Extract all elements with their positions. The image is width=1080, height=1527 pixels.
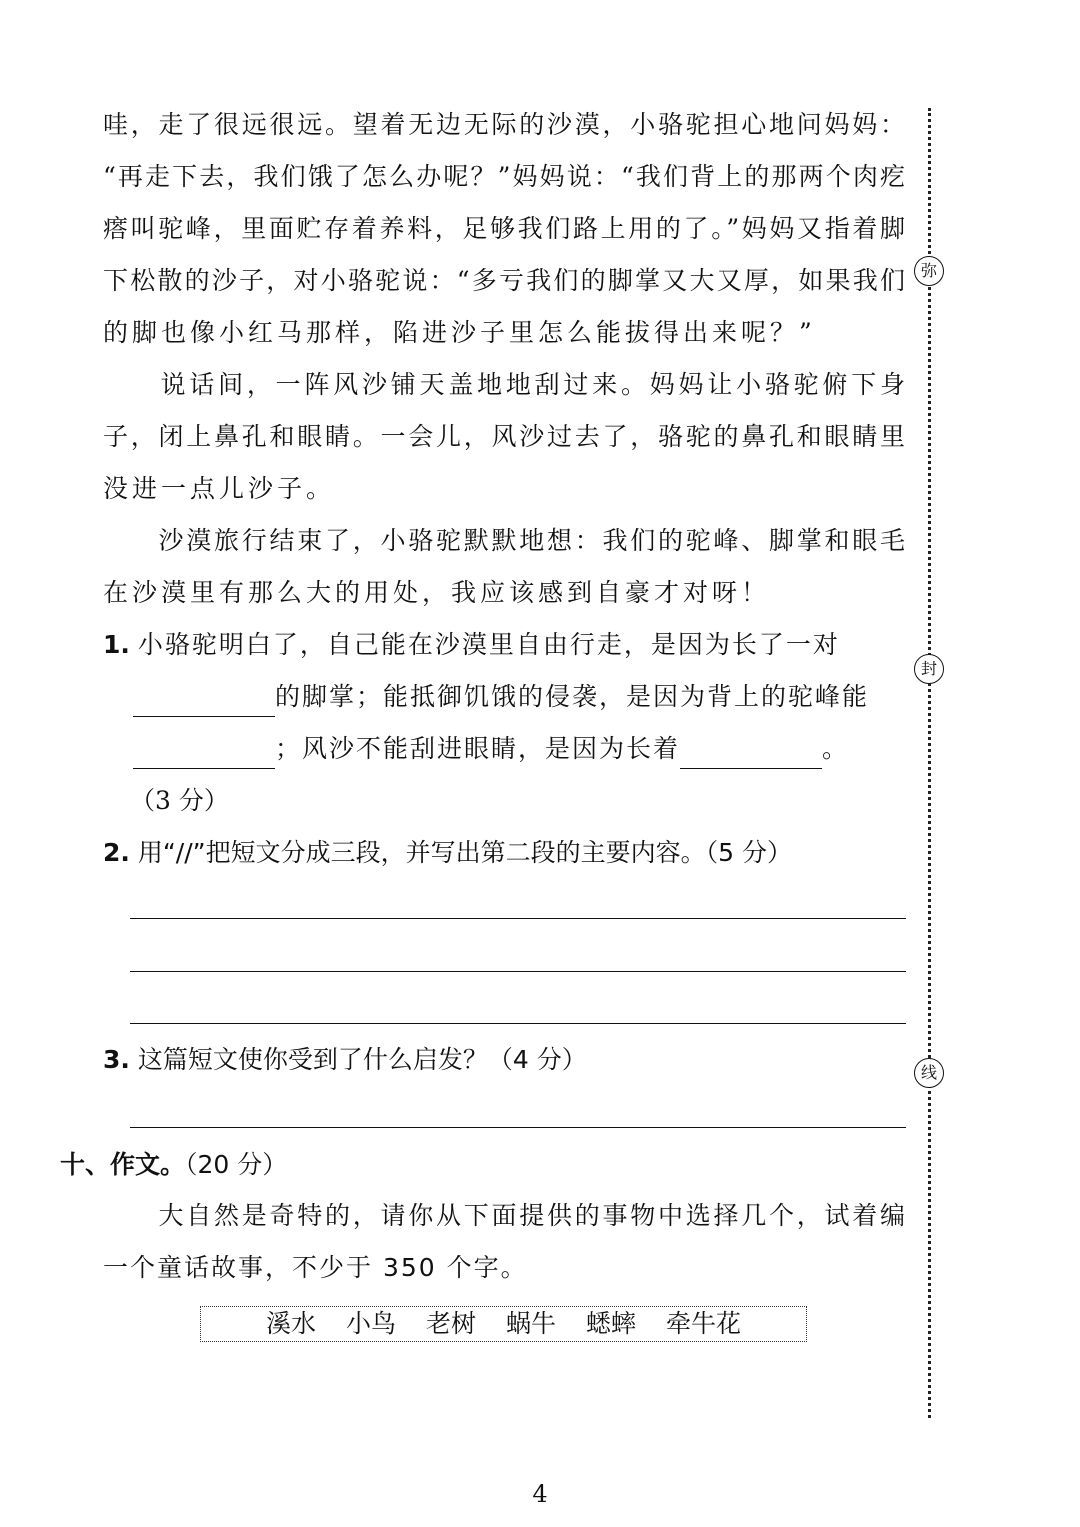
answer-line[interactable] [130, 1023, 906, 1024]
seal-line-divider [928, 108, 931, 1418]
question-text: 。 [822, 734, 850, 763]
passage-line: 瘩叫驼峰，里面贮存着养料，足够我们路上用的了。”妈妈又指着脚 [103, 214, 905, 243]
passage-line: 的脚也像小红马那样，陷进沙子里怎么能拔得出来呢？” [103, 318, 816, 347]
question-1 [103, 625, 905, 665]
question-text: 小骆驼明白了，自己能在沙漠里自由行走，是因为长了一对 [137, 630, 840, 659]
passage-line: 子，闭上鼻孔和眼睛。一会儿，风沙过去了，骆驼的鼻孔和眼睛里 [103, 422, 905, 451]
composition-prompt: 一个童话故事，不少于 350 个字。 [103, 1253, 528, 1282]
answer-line[interactable] [130, 971, 906, 972]
answer-blank[interactable] [133, 740, 275, 769]
word-choice-box [200, 1306, 807, 1342]
question-number: 2. [103, 838, 130, 867]
question-text: ；风沙不能刮进眼睛，是因为长着 [275, 734, 681, 763]
word-option: 溪水 [265, 1309, 316, 1338]
question-3 [103, 1040, 905, 1080]
section-score: （20 分） [185, 1150, 288, 1179]
question-score: （3 分） [130, 786, 229, 815]
passage-line: “再走下去，我们饿了怎么办呢？”妈妈说：“我们背上的那两个肉疙 [103, 162, 905, 191]
word-option: 老树 [425, 1309, 476, 1338]
question-1-line-3 [133, 729, 935, 769]
answer-blank[interactable] [680, 740, 822, 769]
passage-line: 哇，走了很远很远。望着无边无际的沙漠，小骆驼担心地问妈妈： [103, 110, 905, 139]
composition-prompt: 大自然是奇特的，请你从下面提供的事物中选择几个，试着编 [103, 1201, 905, 1230]
passage-line: 沙漠旅行结束了，小骆驼默默地想：我们的驼峰、脚掌和眼毛 [103, 526, 905, 555]
passage-line: 说话间，一阵风沙铺天盖地地刮过来。妈妈让小骆驼俯下身 [103, 370, 905, 399]
question-2 [103, 833, 905, 873]
question-1-line-2 [133, 677, 935, 717]
section-10-heading [60, 1145, 862, 1185]
seal-label: 封 [914, 654, 944, 684]
question-text: 这篇短文使你受到了什么启发？（4 分） [137, 1045, 587, 1074]
question-text: 用“//”把短文分成三段，并写出第二段的主要内容。（5 分） [137, 838, 792, 867]
word-option: 牵牛花 [666, 1309, 742, 1338]
passage-line: 在沙漠里有那么大的用处，我应该感到自豪才对呀！ [103, 578, 771, 607]
seal-label: 线 [914, 1058, 944, 1088]
passage-line: 没进一点儿沙子。 [103, 474, 336, 503]
word-option: 蜗牛 [506, 1309, 557, 1338]
word-option: 蟋蟀 [586, 1309, 637, 1338]
question-number: 3. [103, 1045, 130, 1074]
answer-line[interactable] [130, 918, 906, 919]
answer-blank[interactable] [133, 688, 275, 717]
answer-line[interactable] [130, 1127, 906, 1128]
question-text: 的脚掌；能抵御饥饿的侵袭，是因为背上的驼峰能 [275, 682, 870, 711]
passage-line: 下松散的沙子，对小骆驼说：“多亏我们的脚掌又大又厚，如果我们 [103, 266, 905, 295]
question-number: 1. [103, 630, 130, 659]
word-option: 小鸟 [345, 1309, 396, 1338]
section-title: 十、作文。 [60, 1150, 186, 1179]
page-number: 4 [532, 1480, 548, 1508]
seal-label: 弥 [914, 256, 944, 286]
